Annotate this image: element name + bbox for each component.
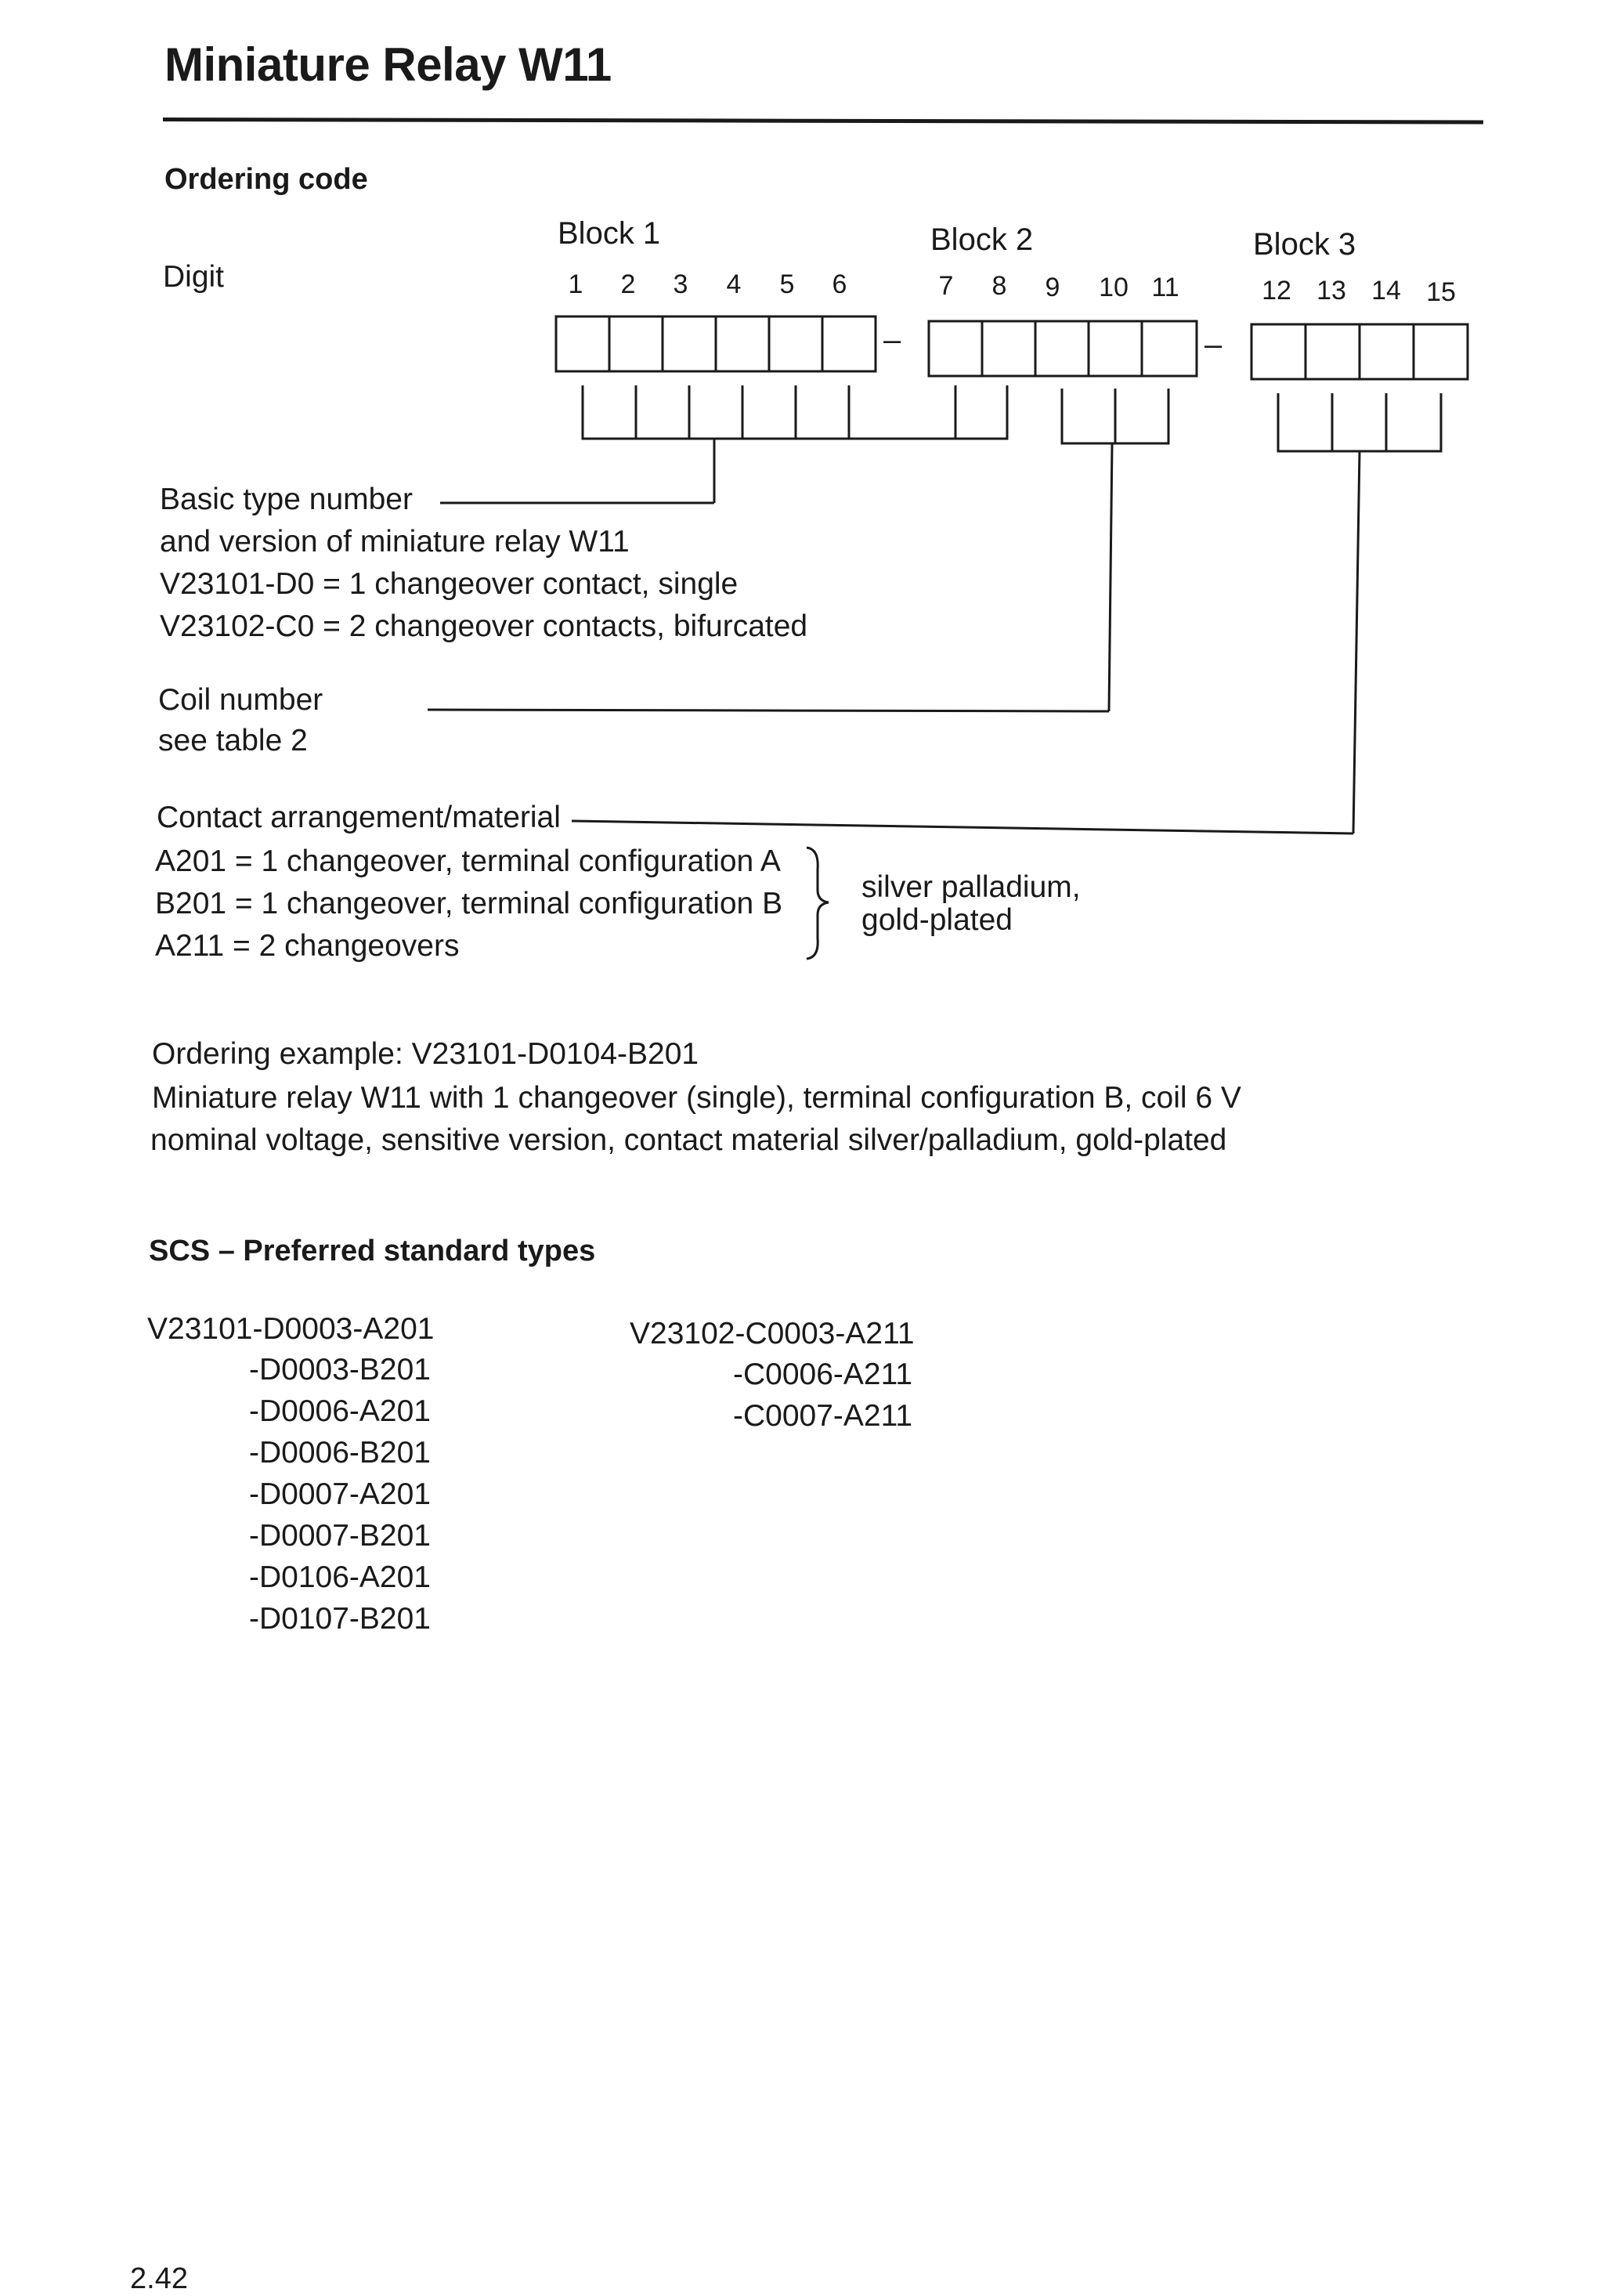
contact-material: silver palladium,: [861, 870, 1081, 904]
block3-label: Block 3: [1253, 227, 1356, 262]
block2-label: Block 2: [930, 222, 1034, 257]
coil-table-ref: see table 2: [158, 724, 308, 757]
digit-label: Digit: [163, 260, 225, 294]
block2-boxes: [929, 321, 1197, 376]
standard-type: -D0106-A201: [249, 1560, 431, 1594]
digit-number: 7: [938, 271, 954, 301]
block-separator: –: [1204, 327, 1223, 362]
standard-type: -C0007-A211: [733, 1399, 913, 1433]
basic-type-line: and version of miniature relay W11: [160, 525, 630, 559]
contact-option: A211 = 2 changeovers: [155, 929, 460, 963]
basic-type-line: V23101-D0 = 1 changeover contact, single: [160, 567, 739, 601]
standard-type: -D0006-B201: [249, 1436, 431, 1470]
contact-option: B201 = 1 changeover, terminal configuration B: [155, 887, 783, 920]
scs-heading: SCS – Preferred standard types: [149, 1235, 596, 1267]
digit-number: 14: [1371, 276, 1401, 306]
digit-number: 1: [568, 269, 583, 299]
digit-number: 11: [1151, 273, 1179, 302]
standard-type: -D0003-B201: [249, 1353, 431, 1387]
coil-label: Coil number: [158, 683, 323, 717]
standard-type: -D0007-A201: [249, 1477, 431, 1511]
digit-number: 13: [1316, 276, 1346, 306]
ordering-example: Ordering example: V23101-D0104-B201: [152, 1037, 699, 1071]
standard-type: -D0007-B201: [249, 1519, 431, 1553]
ordering-example-desc: Miniature relay W11 with 1 changeover (single), terminal configuration B, coil 6 V: [152, 1081, 1241, 1115]
block-separator: –: [883, 323, 901, 357]
basic-type-label: Basic type number: [160, 483, 413, 516]
digit-number: 9: [1045, 273, 1060, 302]
standard-type: -D0006-A201: [249, 1394, 431, 1428]
ordering-code-heading: Ordering code: [164, 163, 368, 196]
block1-label: Block 1: [558, 216, 661, 251]
digit-number: 6: [832, 269, 847, 299]
standard-type: -C0006-A211: [733, 1358, 913, 1391]
page-number: 2.42: [130, 2262, 188, 2295]
digit-number: 3: [673, 269, 688, 299]
ordering-example-desc: nominal voltage, sensitive version, contact material silver/palladium, gold-plated: [150, 1123, 1227, 1157]
basic-type-line: V23102-C0 = 2 changeover contacts, bifurcated: [160, 609, 808, 643]
contact-option: A201 = 1 changeover, terminal configuration A: [155, 844, 781, 878]
digit-number: 10: [1099, 273, 1129, 302]
standard-type: V23102-C0003-A211: [630, 1317, 915, 1350]
digit-number: 2: [620, 269, 636, 299]
digit-number: 4: [726, 269, 742, 299]
standard-type: -D0107-B201: [249, 1602, 431, 1636]
standard-type: V23101-D0003-A201: [147, 1312, 435, 1346]
contact-material: gold-plated: [861, 903, 1013, 937]
digit-number: 8: [991, 271, 1007, 301]
digit-number: 12: [1262, 276, 1291, 306]
page-title: Miniature Relay W11: [164, 38, 612, 91]
digit-number: 15: [1426, 277, 1456, 307]
digit-number: 5: [779, 269, 795, 299]
contact-label: Contact arrangement/material: [157, 801, 561, 834]
